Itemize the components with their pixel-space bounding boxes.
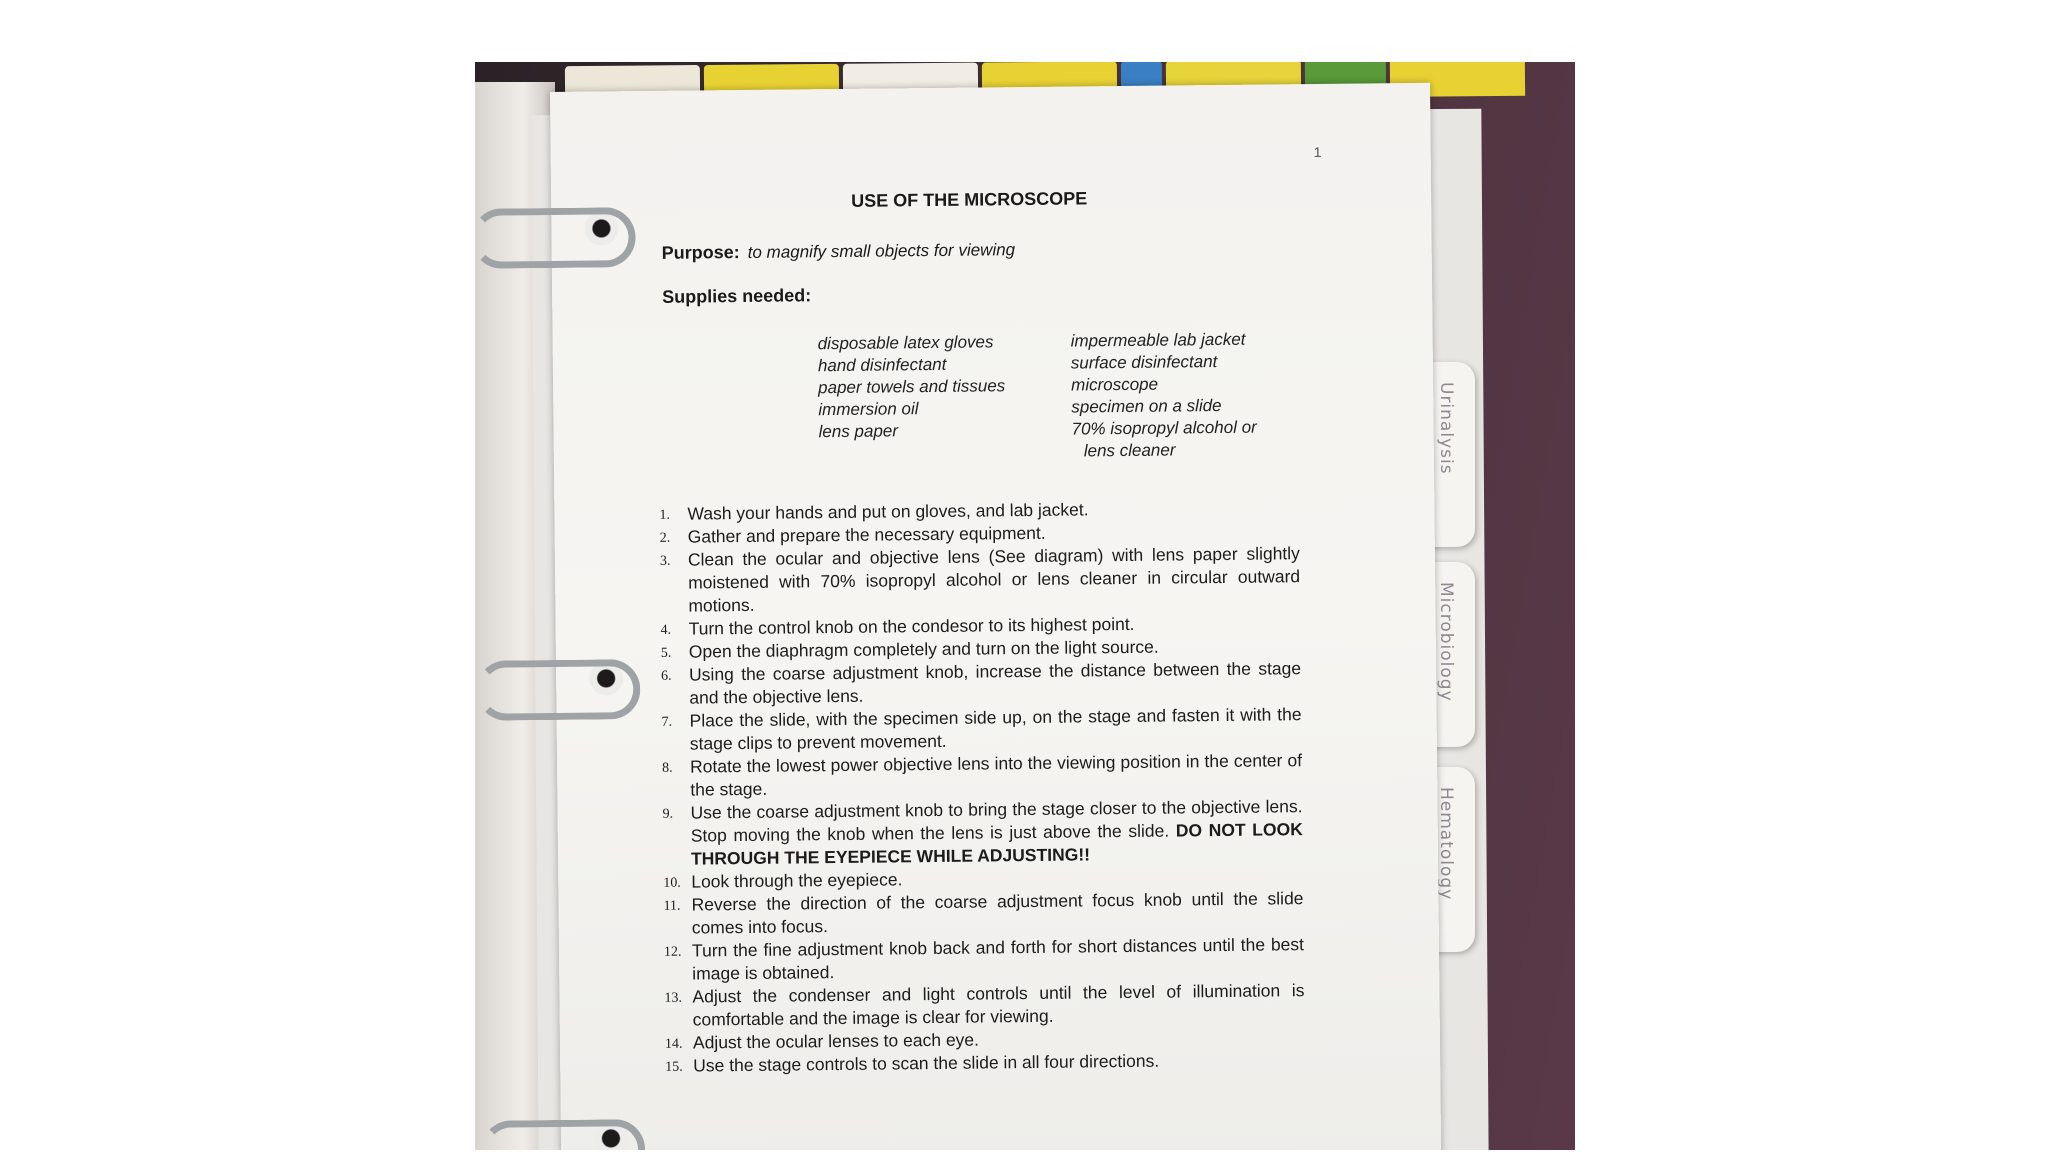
supply-item: paper towels and tissues — [818, 376, 1006, 398]
binder-tab-label: Microbiology — [1436, 582, 1456, 702]
step-number: 7. — [661, 714, 673, 730]
list-item — [662, 795, 1303, 871]
procedure-steps — [659, 496, 1305, 1078]
step-text: Wash your hands and put on gloves, and lab jacket. — [687, 499, 1089, 524]
binder-ring — [475, 207, 636, 269]
list-item — [663, 887, 1303, 940]
list-item — [660, 542, 1301, 618]
step-text: Adjust the condenser and light controls until the level of illumination is comfortable and the image is clear for viewing. — [692, 980, 1305, 1030]
step-number: 6. — [661, 668, 672, 684]
page-number: 1 — [1313, 143, 1322, 161]
step-number: 2. — [659, 530, 671, 546]
supply-item: impermeable lab jacket — [1070, 329, 1246, 351]
purpose-label: Purpose: — [661, 242, 740, 263]
step-number: 11. — [663, 898, 681, 914]
supplies-list-left — [818, 331, 1069, 444]
step-number: 9. — [662, 806, 674, 822]
supply-item: disposable latex gloves — [817, 332, 994, 354]
step-text: Adjust the ocular lenses to each eye. — [692, 1029, 980, 1053]
step-number: 10. — [663, 875, 681, 891]
step-text: Use the stage controls to scan the slide in all four directions. — [693, 1050, 1160, 1076]
step-text: Look through the eyepiece. — [691, 869, 903, 892]
supply-item: hand disinfectant — [817, 354, 947, 376]
list-item — [664, 979, 1304, 1032]
binder-ring — [476, 659, 641, 721]
step-text: Turn the control knob on the condesor to its highest point. — [688, 613, 1135, 639]
list-item — [662, 749, 1302, 802]
step-number: 4. — [660, 622, 672, 638]
step-text: Using the coarse adjustment knob, increase the distance between the stage and the objective lens. — [689, 658, 1302, 708]
step-text: Rotate the lowest power objective lens into the viewing position in the center of the stage. — [689, 750, 1303, 800]
purpose-text: to magnify small objects for viewing — [747, 240, 1016, 262]
page-title: USE OF THE MICROSCOPE — [851, 188, 1088, 211]
document-page — [550, 83, 1441, 1150]
step-number: 8. — [662, 760, 673, 776]
list-item — [664, 933, 1304, 986]
step-number: 3. — [659, 553, 671, 569]
step-text: Place the slide, with the specimen side up, on the stage and fasten it with the stage clips to prevent movement. — [689, 704, 1302, 754]
step-text: Reverse the direction of the coarse adjustment focus knob until the slide comes into focus. — [691, 888, 1304, 938]
step-text: Open the diaphragm completely and turn on the light source. — [688, 636, 1159, 662]
supply-item: microscope — [1070, 374, 1159, 395]
step-warning: DO NOT LOOK THROUGH THE EYEPIECE WHILE ADJUSTING!! — [690, 819, 1303, 869]
supply-item: lens paper — [818, 421, 899, 442]
step-number: 1. — [659, 507, 671, 523]
step-number: 12. — [663, 944, 682, 960]
supplies-heading: Supplies needed: — [662, 285, 812, 307]
step-text: Turn the fine adjustment knob back and forth for short distances until the best image is obtained. — [691, 934, 1305, 984]
supply-item: specimen on a slide — [1071, 395, 1222, 417]
step-number: 14. — [664, 1036, 683, 1052]
step-text: Clean the ocular and objective lens (See diagram) with lens paper slightly moistened with 70% isopropyl alcohol or lens cleaner in circular outward motions. — [687, 543, 1301, 616]
step-number: 5. — [660, 645, 672, 661]
supply-item: 70% isopropyl alcohol or — [1071, 417, 1257, 439]
step-number: 15. — [665, 1059, 683, 1075]
step-number: 13. — [664, 990, 683, 1006]
binder-tab-label: Hematology — [1436, 787, 1456, 901]
supply-item: lens cleaner — [1083, 440, 1176, 461]
binder-ring — [481, 1119, 646, 1150]
supply-item: surface disinfectant — [1070, 352, 1218, 373]
supplies-list-right — [1071, 328, 1322, 463]
step-text: Use the coarse adjustment knob to bring the stage closer to the objective lens. Stop moving the knob when the lens is just above the slide. — [690, 796, 1303, 846]
supply-item: immersion oil — [818, 399, 919, 420]
purpose-line — [662, 239, 1016, 264]
document-photo — [475, 62, 1575, 1150]
list-item — [661, 657, 1301, 710]
binder-tab-label: Urinalysis — [1436, 382, 1456, 475]
list-item — [661, 703, 1301, 756]
step-text: Gather and prepare the necessary equipment. — [687, 522, 1046, 547]
